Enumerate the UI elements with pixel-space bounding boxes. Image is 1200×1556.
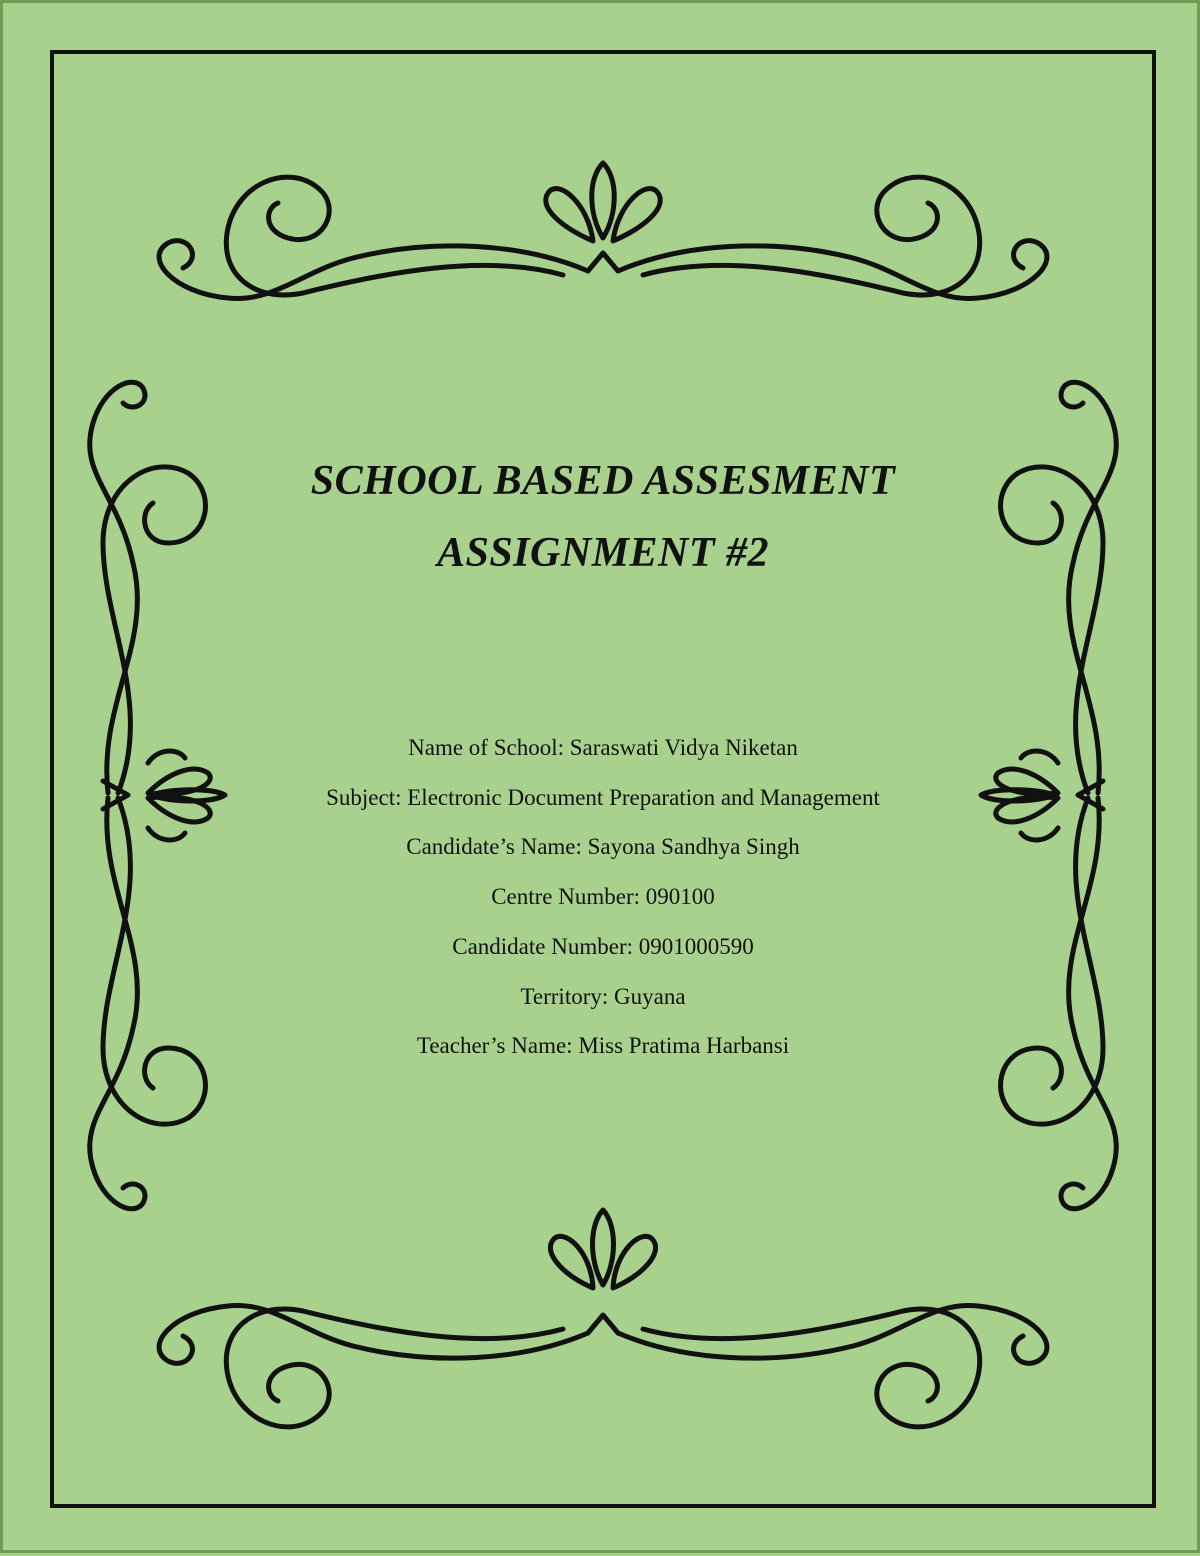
title-block [203, 445, 1003, 589]
centre-number: Centre Number: 090100 [491, 884, 715, 910]
candidate-number: Candidate Number: 0901000590 [452, 933, 754, 959]
bottom-flourish [159, 1305, 1047, 1426]
bottom-fan [550, 1210, 655, 1333]
teacher-name: Teacher’s Name: Miss Pratima Harbansi [416, 1033, 790, 1059]
school-name: Name of School: Saraswati Vidya Niketan [408, 735, 798, 760]
candidate-details [203, 723, 1003, 1071]
title-line-2: ASSIGNMENT #2 [436, 530, 770, 576]
subject: Subject: Electronic Document Preparation and Management [326, 784, 880, 810]
candidate-name: Candidate’s Name: Sayona Sandhya Singh [406, 834, 800, 860]
title-line-1: SCHOOL BASED ASSESMENT [310, 458, 896, 504]
top-flourish [159, 163, 1047, 299]
territory: Territory: Guyana [520, 983, 686, 1009]
